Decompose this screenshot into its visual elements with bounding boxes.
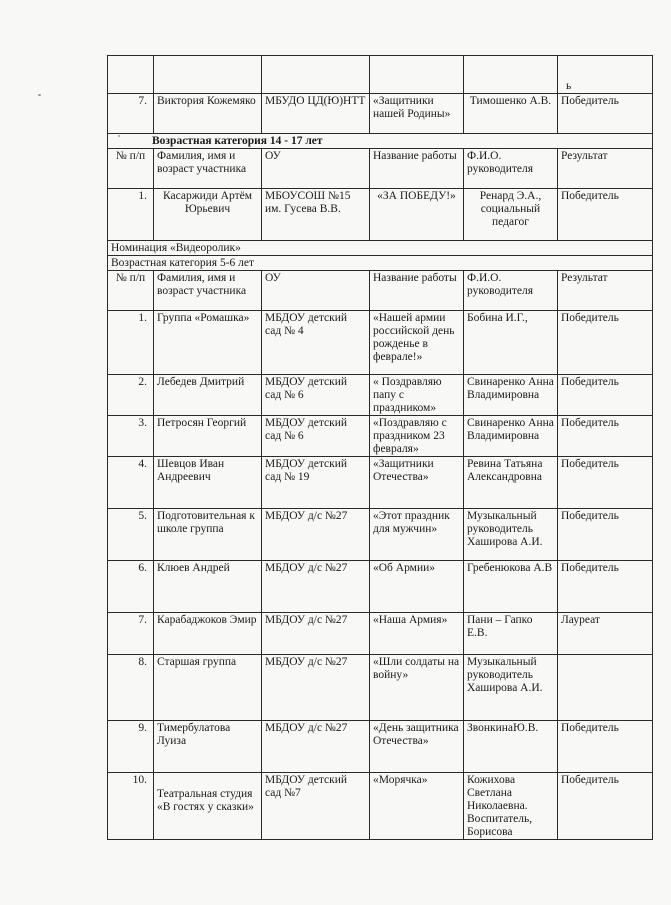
- header-org: ОУ: [262, 149, 370, 189]
- work-title: «Шли солдаты на войну»: [370, 655, 464, 721]
- row-number: 1.: [108, 189, 154, 241]
- participant-name: Виктория Кожемяко: [154, 94, 262, 134]
- participant-name: Подготовительная к школе группа: [154, 509, 262, 561]
- header-work: Название работы: [370, 149, 464, 189]
- table-row: [108, 311, 653, 375]
- nomination-row: [108, 241, 653, 256]
- work-title: «Об Армии»: [370, 561, 464, 613]
- leader-name: Свинаренко Анна Владимировна: [464, 375, 558, 416]
- organization: МБДОУ детский сад № 6: [262, 416, 370, 457]
- row-number: 10.: [108, 773, 154, 840]
- header-org: ОУ: [262, 271, 370, 311]
- organization: МБУДО ЦД(Ю)НТТ: [262, 94, 370, 134]
- work-title: «День защитника Отечества»: [370, 721, 464, 773]
- header-num: № п/п: [108, 149, 154, 189]
- leader-name: Ренард Э.А., социальный педагог: [464, 189, 558, 241]
- table-row: [108, 457, 653, 509]
- table-row: [108, 655, 653, 721]
- table-row: [108, 56, 653, 94]
- result-cell: Победитель: [558, 375, 653, 416]
- leader-name: Кожихова Светлана Николаевна. Воспитатель, Борисова: [464, 773, 558, 840]
- header-leader: Ф.И.О. руководителя: [464, 271, 558, 311]
- results-table: [107, 55, 653, 840]
- work-title: «Морячка»: [370, 773, 464, 840]
- organization: МБОУСОШ №15 им. Гусева В.В.: [262, 189, 370, 241]
- table-row: [108, 94, 653, 134]
- organization: МБДОУ детский сад № 19: [262, 457, 370, 509]
- table-row: [108, 416, 653, 457]
- result-cell: ь: [558, 56, 653, 94]
- result-cell: Победитель: [558, 416, 653, 457]
- participant-name: Тимербулатова Луиза: [154, 721, 262, 773]
- result-cell: Победитель: [558, 311, 653, 375]
- participant-name: Касаржиди Артём Юрьевич: [154, 189, 262, 241]
- result-cell: Победитель: [558, 457, 653, 509]
- organization: МБДОУ д/с №27: [262, 509, 370, 561]
- participant-name: Петросян Георгий: [154, 416, 262, 457]
- leader-name: Музыкальный руководитель Хаширова А.И.: [464, 655, 558, 721]
- table-row: [108, 189, 653, 241]
- table-row: [108, 375, 653, 416]
- result-cell: Победитель: [558, 189, 653, 241]
- result-cell: Победитель: [558, 721, 653, 773]
- row-number: 1.: [108, 311, 154, 375]
- row-number: 8.: [108, 655, 154, 721]
- work-title: «Защитники Отечества»: [370, 457, 464, 509]
- scan-speck: [38, 94, 41, 96]
- participant-name: Группа «Ромашка»: [154, 311, 262, 375]
- leader-name: Бобина И.Г.,: [464, 311, 558, 375]
- result-cell: Лауреат: [558, 613, 653, 655]
- category-row: [108, 256, 653, 271]
- leader-name: Тимошенко А.В.: [464, 94, 558, 134]
- organization: МБДОУ детский сад №7: [262, 773, 370, 840]
- header-name: Фамилия, имя и возраст участника: [154, 149, 262, 189]
- header-result: Результат: [558, 149, 653, 189]
- result-cell: Победитель: [558, 509, 653, 561]
- work-title: «Этот праздник для мужчин»: [370, 509, 464, 561]
- work-title: «Защитники нашей Родины»: [370, 94, 464, 134]
- work-title: «Поздравляю с праздником 23 февраля»: [370, 416, 464, 457]
- category-row: [108, 134, 653, 149]
- header-work: Название работы: [370, 271, 464, 311]
- nomination-title: Номинация «Видеоролик»: [108, 241, 653, 256]
- leader-name: Ревина Татьяна Александровна: [464, 457, 558, 509]
- organization: МБДОУ д/с №27: [262, 655, 370, 721]
- leader-name: Пани – Гапко Е.В.: [464, 613, 558, 655]
- age-category-title: Возрастная категория 14 - 17 лет: [108, 134, 653, 149]
- table-row: [108, 773, 653, 840]
- table-row: [108, 613, 653, 655]
- organization: МБДОУ детский сад № 4: [262, 311, 370, 375]
- organization: МБДОУ д/с №27: [262, 613, 370, 655]
- header-leader: Ф.И.О. руководителя: [464, 149, 558, 189]
- participant-name: Карабаджоков Эмир: [154, 613, 262, 655]
- header-result: Результат: [558, 271, 653, 311]
- work-title: «Наша Армия»: [370, 613, 464, 655]
- leader-name: Музыкальный руководитель Хаширова А.И.: [464, 509, 558, 561]
- header-name: Фамилия, имя и возраст участника: [154, 271, 262, 311]
- row-number: 6.: [108, 561, 154, 613]
- leader-name: ЗвонкинаЮ.В.: [464, 721, 558, 773]
- organization: МБДОУ д/с №27: [262, 561, 370, 613]
- leader-name: Гребенюкова А.В: [464, 561, 558, 613]
- row-number: 9.: [108, 721, 154, 773]
- participant-name: Лебедев Дмитрий: [154, 375, 262, 416]
- leader-name: Свинаренко Анна Владимировна: [464, 416, 558, 457]
- table-row: [108, 561, 653, 613]
- result-cell: Победитель: [558, 94, 653, 134]
- organization: МБДОУ д/с №27: [262, 721, 370, 773]
- row-number: 7.: [108, 613, 154, 655]
- participant-name: Шевцов Иван Андреевич: [154, 457, 262, 509]
- row-number: 5.: [108, 509, 154, 561]
- result-cell: Победитель: [558, 773, 653, 840]
- participant-name: Старшая группа: [154, 655, 262, 721]
- result-cell: Победитель: [558, 561, 653, 613]
- row-number: 2.: [108, 375, 154, 416]
- organization: МБДОУ детский сад № 6: [262, 375, 370, 416]
- header-row: [108, 149, 653, 189]
- result-cell: [558, 655, 653, 721]
- row-number: 7.: [108, 94, 154, 134]
- work-title: «Нашей армии российской день рожденье в феврале!»: [370, 311, 464, 375]
- table-row: [108, 509, 653, 561]
- header-row: [108, 271, 653, 311]
- age-category-title: Возрастная категория 5-6 лет: [108, 256, 653, 271]
- work-title: «ЗА ПОБЕДУ!»: [370, 189, 464, 241]
- participant-name: Театральная студия «В гостях у сказки»: [154, 773, 262, 840]
- work-title: « Поздравляю папу с праздником»: [370, 375, 464, 416]
- row-number: 4.: [108, 457, 154, 509]
- row-number: 3.: [108, 416, 154, 457]
- participant-name: Клюев Андрей: [154, 561, 262, 613]
- table-row: [108, 721, 653, 773]
- header-num: № п/п: [108, 271, 154, 311]
